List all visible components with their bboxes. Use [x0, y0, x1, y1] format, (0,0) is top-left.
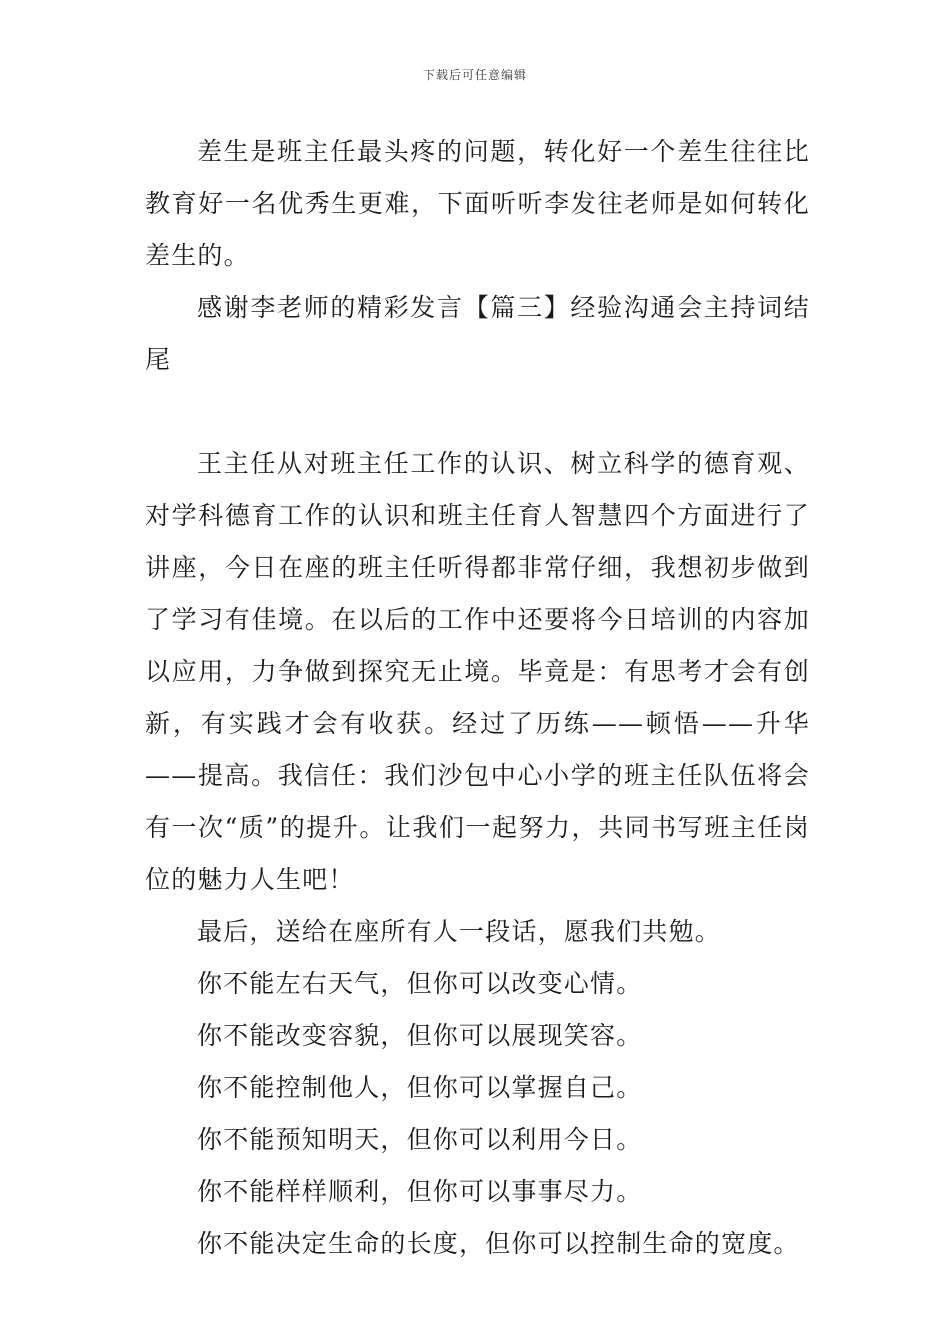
quote-line-1: 你不能左右天气，但你可以改变心情。 — [197, 969, 643, 998]
paragraph-thanks-heading: 感谢李老师的精彩发言【篇三】经验沟通会主持词结尾 — [145, 293, 810, 374]
quote-line-6: 你不能决定生命的长度，但你可以控制生命的宽度。 — [197, 1229, 800, 1258]
page-header: 下载后可任意编辑 — [422, 68, 527, 82]
paragraph-closing-intro: 最后，送给在座所有人一段话，愿我们共勉。 — [197, 917, 722, 946]
quote-line-4: 你不能预知明天，但你可以利用今日。 — [197, 1125, 643, 1154]
paragraph-main: 王主任从对班主任工作的认识、树立科学的德育观、对学科德育工作的认识和班主任育人智慧四个方面进行了讲座，今日在座的班主任听得都非常仔细，我想初步做到了学习有佳境。在以后的工作中还要将今日培训的内容加以应用，力争做到探究无止境。毕竟是：有思考才会有创新，有实践才会有收获。经过了历练——顿悟——升华——提高。我信任：我们沙包中心小学的班主任队伍将会有一次“质”的提升。让我们一起努力，共同书写班主任岗位的魅力人生吧！ — [145, 449, 810, 894]
document-body — [145, 126, 810, 1270]
quote-line-5: 你不能样样顺利，但你可以事事尽力。 — [197, 1177, 643, 1206]
quote-line-2: 你不能改变容貌，但你可以展现笑容。 — [197, 1021, 643, 1050]
paragraph-intro: 差生是班主任最头疼的问题，转化好一个差生往往比教育好一名优秀生更难，下面听听李发往老师是如何转化差生的。 — [145, 137, 810, 270]
quote-line-3: 你不能控制他人，但你可以掌握自己。 — [197, 1073, 643, 1102]
